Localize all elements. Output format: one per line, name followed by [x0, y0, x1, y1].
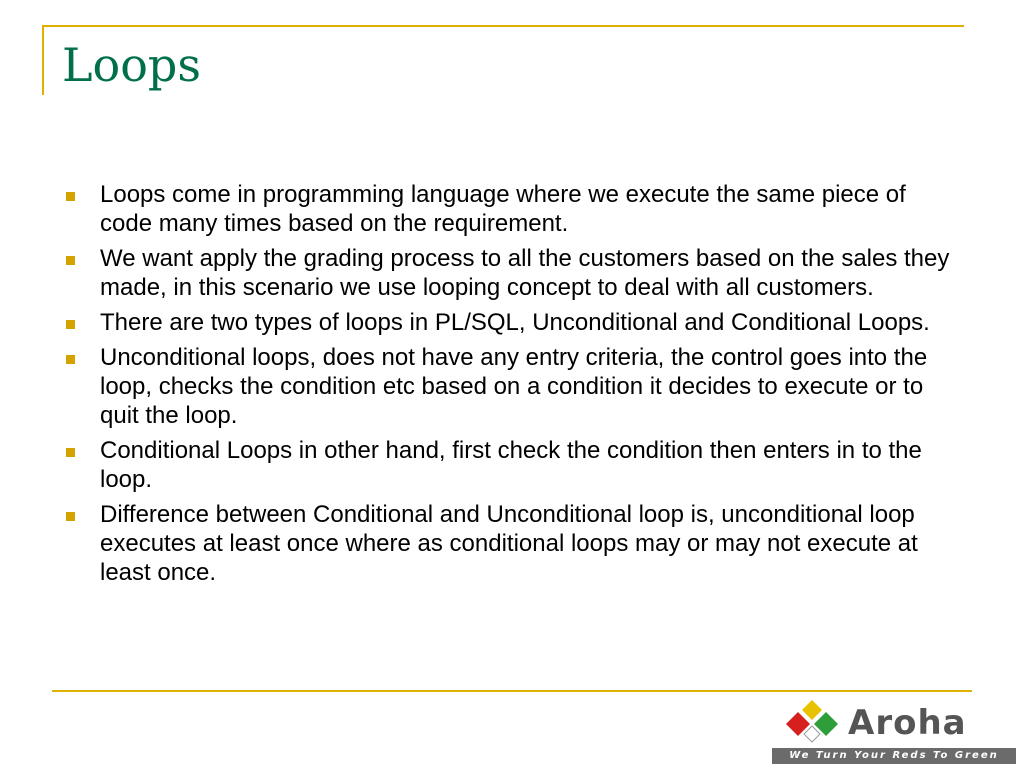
logo-white-diamond	[804, 726, 820, 742]
bullet-text: Unconditional loops, does not have any entry criteria, the control goes into the loop, checks the condition etc based on a condition it decides to execute or to quit the loop.	[100, 344, 928, 429]
square-bullet-icon	[66, 355, 75, 364]
bullet-text: We want apply the grading process to all the customers based on the sales they made, in this scenario we use looping concept to deal with all customers.	[100, 245, 950, 301]
bottom-accent-line	[52, 690, 972, 692]
square-bullet-icon	[66, 320, 75, 329]
bullet-item	[60, 500, 960, 587]
top-accent-line	[43, 25, 964, 27]
bullet-text: There are two types of loops in PL/SQL, Unconditional and Conditional Loops.	[100, 309, 930, 336]
bullet-item	[60, 180, 960, 238]
bullet-text: Loops come in programming language where we execute the same piece of code many times based on the requirement.	[100, 181, 906, 237]
square-bullet-icon	[66, 448, 75, 457]
slide-title: Loops	[62, 38, 201, 92]
diamond-logo-icon	[782, 698, 842, 750]
bullet-text: Conditional Loops in other hand, first check the condition then enters in to the loop.	[100, 437, 922, 493]
logo-yellow-diamond	[802, 700, 822, 720]
square-bullet-icon	[66, 512, 75, 521]
bullet-item	[60, 436, 960, 494]
bullet-item	[60, 244, 960, 302]
bullet-list	[60, 180, 960, 593]
bullet-item	[60, 308, 960, 337]
square-bullet-icon	[66, 256, 75, 265]
logo-wordmark: Aroha	[848, 703, 967, 743]
company-logo	[770, 696, 1018, 766]
bullet-item	[60, 343, 960, 430]
left-accent-line	[42, 25, 44, 95]
square-bullet-icon	[66, 192, 75, 201]
bullet-text: Difference between Conditional and Unconditional loop is, unconditional loop executes at least once where as conditional loops may or may not execute at least once.	[100, 501, 918, 586]
logo-tagline: We Turn Your Reds To Green	[772, 748, 1016, 764]
